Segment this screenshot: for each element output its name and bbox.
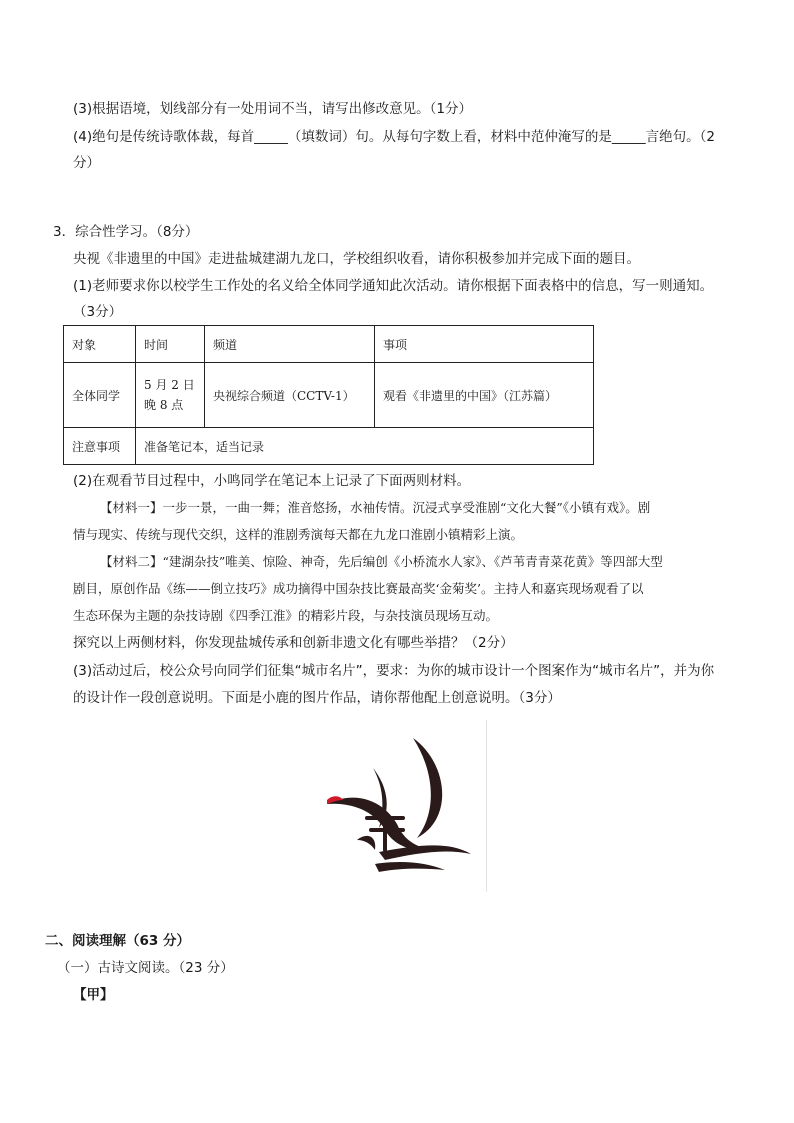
q3-item1-line2: （3分） — [73, 304, 123, 320]
cell-time-hour: 晚 8 点 — [144, 398, 184, 412]
cell-matter: 观看《非遗里的中国》（江苏篇） — [375, 363, 594, 428]
cell-notes-label: 注意事项 — [64, 428, 136, 465]
q3-intro: 央视《非遗里的中国》走进盐城建湖九龙口，学校组织收看，请你积极参加并完成下面的题目。 — [73, 251, 640, 267]
table-notes-row — [64, 428, 594, 465]
section2-sub1: （一）古诗文阅读。（23 分） — [57, 960, 234, 976]
header-time: 时间 — [136, 326, 205, 363]
cell-time-date: 5 月 2 日 — [144, 378, 195, 392]
header-audience: 对象 — [64, 326, 136, 363]
cell-audience: 全体同学 — [64, 363, 136, 428]
city-card-design-image — [305, 720, 487, 892]
q3-question2: 探究以上两侧材料，你发现盐城传承和创新非遗文化有哪些举措？（2分） — [73, 635, 514, 651]
section2-heading: 二、阅读理解（63 分） — [45, 933, 190, 949]
section2-jia: 【甲】 — [73, 987, 114, 1003]
q3-item1-line1: (1)老师要求你以校学生工作处的名义给全体同学通知此次活动。请你根据下面表格中的信息，写一则通知。 — [73, 278, 714, 294]
cell-channel: 央视综合频道（CCTV-1） — [205, 363, 375, 428]
figure-border — [486, 720, 487, 892]
table-row — [64, 363, 594, 428]
material1-line2: 情与现实、传统与现代交织，这样的淮剧秀演每天都在九龙口淮剧小镇精彩上演。 — [73, 527, 524, 542]
material1-line1: 【材料一】一步一景，一曲一舞；淮音悠扬，水袖传情。沉浸式享受淮剧“文化大餐”《小镇有戏》。剧 — [100, 500, 651, 515]
table-header-row — [64, 326, 594, 363]
q3-item3-line1: (3)活动过后，校公众号向同学们征集“城市名片”，要求：为你的城市设计一个图案作为“城市名片”，并为你 — [73, 663, 715, 679]
material2-line1: 【材料二】“建湖杂技”唯美、惊险、神奇，先后编创《小桥流水人家》、《芦苇青青菜花黄》等四部大型 — [100, 554, 663, 569]
header-channel: 频道 — [205, 326, 375, 363]
q3-item2: (2)在观看节目过程中，小鸣同学在笔记本上记录了下面两则材料。 — [73, 473, 471, 489]
material2-line2: 剧目，原创作品《练——倒立技巧》成功摘得中国杂技比赛最高奖‘金菊奖’。主持人和嘉宾现场观看了以 — [73, 581, 644, 596]
q3-item3-line2: 的设计作一段创意说明。下面是小鹿的图片作品，请你帮他配上创意说明。（3分） — [73, 690, 561, 706]
q3-heading: 3．综合性学习。（8分） — [53, 224, 199, 240]
notice-info-table — [63, 325, 594, 465]
crane-logo-icon — [305, 720, 487, 892]
cell-time — [136, 363, 205, 428]
q2-item4-line2: 分） — [73, 155, 100, 171]
cell-notes-value: 准备笔记本，适当记录 — [136, 428, 594, 465]
q2-item3: (3)根据语境，划线部分有一处用词不当，请写出修改意见。（1分） — [73, 101, 472, 117]
header-matter: 事项 — [375, 326, 594, 363]
q2-item4-line1: (4)绝句是传统诗歌体裁，每首_____（填数词）句。从每句字数上看，材料中范仲淹写的是_____言绝句。（2 — [73, 129, 715, 145]
material2-line3: 生态环保为主题的杂技诗剧《四季江淮》的精彩片段，与杂技演员现场互动。 — [73, 608, 499, 623]
